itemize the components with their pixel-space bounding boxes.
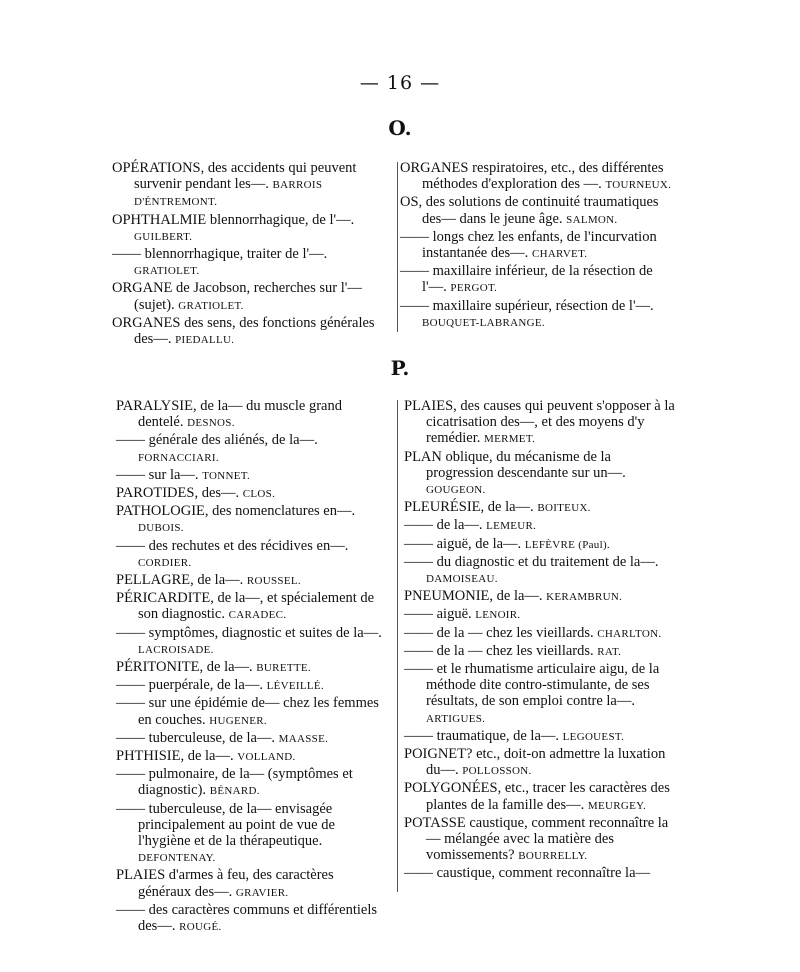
entry-text: , de la—. (480, 499, 534, 516)
entry-author: GOUGEON. (426, 484, 486, 497)
entry-text: générale des aliénés, de la—. (145, 432, 318, 449)
entry-heading: —— (116, 624, 145, 641)
entry-author: KERAMBRUN. (546, 591, 623, 604)
entry-author: VOLLAND. (237, 751, 296, 764)
entry-heading: —— (116, 766, 145, 783)
entry-heading: —— (400, 297, 429, 314)
entry-text: , de la—. (489, 588, 543, 605)
index-entry (112, 315, 390, 348)
entry-text: sur la—. (145, 466, 199, 483)
entry-author: PIEDALLU. (175, 334, 235, 347)
entry-text: , des accidents qui peuvent survenir pendant les—. (134, 160, 357, 193)
entry-author: BOURRELLY. (518, 850, 588, 863)
column-divider-o (397, 162, 398, 332)
entry-heading: OS (400, 194, 419, 211)
entry-heading: PAROTIDES (116, 485, 195, 502)
column-p-left (116, 398, 390, 936)
entry-author: RAT. (597, 645, 622, 658)
entry-heading: —— (400, 228, 429, 245)
entry-text: , de la— du muscle grand dentelé. (138, 398, 342, 431)
entry-heading: PLAIES (116, 867, 166, 884)
index-entry (116, 730, 390, 747)
entry-heading: —— (404, 642, 433, 659)
entry-heading: ORGANE (112, 280, 173, 297)
entry-heading: PHTHISIE (116, 748, 181, 765)
entry-heading: ORGANES (400, 160, 469, 176)
column-p-right (404, 398, 680, 884)
entry-heading: POTASSE (404, 814, 466, 831)
section-letter-o: O. (388, 116, 412, 140)
entry-text: des caractères communs et différentiels des—. (138, 901, 378, 935)
entry-text: , des—. (194, 485, 240, 502)
entry-text: de la — chez les vieillards. (433, 642, 594, 659)
entry-heading: —— (116, 537, 145, 554)
entry-heading: PÉRICARDITE (116, 590, 211, 607)
index-entry (116, 677, 390, 694)
entry-text: de la—. (433, 517, 483, 534)
index-entry (116, 748, 390, 765)
entry-author: LENOIR. (475, 609, 521, 622)
index-entry (116, 590, 390, 623)
entry-author: TOURNEUX. (605, 179, 672, 192)
entry-heading: —— (404, 535, 433, 552)
index-entry (404, 554, 680, 587)
entry-heading: —— (404, 624, 433, 641)
index-entry (404, 449, 680, 499)
entry-heading: POLYGONÉES (404, 780, 498, 797)
entry-heading: —— (116, 729, 145, 746)
entry-author: CHARVET. (531, 248, 588, 261)
entry-heading: —— (404, 517, 433, 534)
index-entry (404, 536, 680, 553)
entry-text: caustique, comment reconnaître la— (433, 865, 651, 882)
index-entry (404, 728, 680, 745)
entry-text: des rechutes et des récidives en—. (145, 537, 349, 554)
index-entry (116, 398, 390, 431)
entry-text: aiguë. (433, 606, 472, 623)
entry-author: ARTIGUES. (426, 712, 486, 725)
entry-text: tuberculeuse, de la— envisagée principalement au point de vue de l'hygiène et de la thérapeutique. (138, 800, 335, 850)
entry-text: symptômes, diagnostic et suites de la—. (145, 624, 382, 641)
entry-author: LEMEUR. (486, 520, 537, 533)
entry-text: des sens, des fonctions générales des—. (134, 314, 375, 348)
entry-author: BÉNARD. (209, 785, 260, 798)
entry-author: BURETTE. (256, 662, 311, 675)
index-entry (116, 572, 390, 589)
column-o-right (400, 160, 680, 332)
entry-author: DUBOIS. (138, 522, 184, 535)
entry-heading: —— (112, 246, 141, 263)
entry-text: de la — chez les vieillards. (433, 624, 594, 641)
entry-heading: —— (404, 865, 433, 882)
entry-author: ROUSSEL. (246, 575, 301, 588)
entry-heading: OPHTHALMIE (112, 211, 207, 228)
entry-text: , etc., tracer les caractères des plantes de la famille des—. (426, 780, 670, 813)
entry-heading: PLAIES (404, 398, 454, 414)
entry-heading: PELLAGRE (116, 572, 191, 589)
entry-heading: ORGANES (112, 314, 181, 331)
entry-author: LACROISADE. (138, 643, 214, 656)
index-entry (116, 485, 390, 502)
entry-text: aiguë, de la—. (433, 535, 522, 552)
entry-text: traumatique, de la—. (433, 727, 560, 744)
entry-text: maxillaire supérieur, résection de l'—. (429, 297, 654, 314)
entry-text: ? etc., doit-on admettre la luxation du—. (426, 746, 666, 779)
entry-heading: —— (404, 553, 433, 570)
entry-text: et le rhumatisme articulaire aigu, de la méthode dite contro-stimulante, de ses résultats, de son emploi contre la—. (426, 661, 660, 710)
entry-author: LEGOUEST. (562, 730, 625, 743)
entry-heading: —— (116, 432, 145, 449)
entry-text: blennorrhagique, traiter de l'—. (141, 246, 328, 263)
entry-text: , de la—. (180, 748, 234, 765)
entry-text: respiratoires, etc., des différentes méthodes d'exploration des —. (422, 160, 664, 193)
entry-author: CORDIER. (138, 556, 192, 569)
index-entry (404, 643, 680, 660)
entry-text: , des nomenclatures en—. (204, 503, 356, 520)
entry-author: SALMON. (566, 213, 618, 226)
entry-author: DAMOISEAU. (426, 573, 498, 586)
entry-author: LEFÈVRE (Paul). (524, 538, 610, 551)
entry-author: CARADEC. (228, 609, 287, 622)
index-entry (116, 801, 390, 867)
entry-heading: —— (116, 466, 145, 483)
index-entry (116, 503, 390, 536)
entry-text: caustique, comment reconnaître la— mélangée avec la matière des vomissements? (426, 814, 669, 864)
index-entry (400, 263, 680, 296)
entry-heading: PÉRITONITE (116, 659, 200, 676)
index-entry (112, 246, 390, 279)
entry-heading: OPÉRATIONS (112, 160, 201, 176)
index-entry (400, 194, 680, 227)
entry-author: ROUGÉ. (179, 921, 222, 934)
entry-heading: —— (404, 606, 433, 623)
index-entry (404, 499, 680, 516)
entry-author: DESNOS. (187, 417, 235, 430)
index-entry (404, 661, 680, 727)
index-entry (116, 695, 390, 728)
section-letter-p: P. (390, 356, 410, 380)
entry-heading: —— (404, 661, 433, 678)
entry-author: MEURGEY. (587, 799, 646, 812)
entry-text: , de la—. (199, 659, 253, 676)
entry-author: BARROIS D'ÉNTREMONT. (134, 179, 323, 209)
index-entry (404, 865, 680, 882)
index-entry (116, 625, 390, 658)
index-entry (400, 160, 680, 193)
entry-text: oblique, du mécanisme de la progression descendante sur un—. (426, 448, 626, 481)
index-entry (116, 538, 390, 571)
entry-heading: —— (116, 800, 145, 817)
entry-text: , de la—, et spécialement de son diagnostic. (138, 590, 375, 623)
index-entry (116, 902, 390, 935)
entry-text: maxillaire inférieur, de la résection de l'—. (422, 263, 653, 296)
page-number: — 16 — (359, 72, 441, 94)
entry-text: , de la—. (190, 572, 244, 589)
entry-heading: PLEURÉSIE (404, 499, 481, 516)
entry-author: MAASSE. (278, 732, 329, 745)
entry-heading: POIGNET (404, 746, 467, 763)
entry-heading: —— (116, 695, 145, 712)
entry-author: POLLOSSON. (462, 765, 532, 778)
index-entry (116, 766, 390, 799)
index-entry (112, 212, 390, 245)
index-entry (404, 625, 680, 642)
index-entry (112, 160, 390, 211)
entry-heading: PLAN (404, 448, 442, 465)
index-entry (404, 606, 680, 623)
entry-author: GRATIOLET. (178, 299, 244, 312)
entry-heading: —— (404, 727, 433, 744)
entry-text: pulmonaire, de la— (symptômes et diagnostic). (138, 766, 353, 799)
index-entry (116, 467, 390, 484)
index-entry (116, 432, 390, 465)
index-entry (116, 659, 390, 676)
index-entry (404, 588, 680, 605)
entry-heading: PARALYSIE (116, 398, 193, 414)
entry-text: de Jacobson, recherches sur l'—(sujet). (134, 280, 362, 313)
entry-text: du diagnostic et du traitement de la—. (433, 553, 659, 570)
entry-text: , des causes qui peuvent s'opposer à la cicatrisation des—, et des moyens d'y remédier. (426, 398, 675, 447)
entry-author: GRAVIER. (235, 886, 289, 899)
column-o-left (112, 160, 390, 349)
index-entry (404, 780, 680, 813)
entry-author: GRATIOLET. (134, 265, 200, 278)
entry-text: , des solutions de continuité traumatiques des— dans le jeune âge. (418, 194, 659, 227)
entry-author: CLOS. (242, 488, 276, 501)
entry-heading: —— (116, 677, 145, 694)
entry-author: FORNACCIARI. (138, 451, 219, 464)
index-entry (400, 298, 680, 331)
entry-author: BOITEUX. (537, 502, 591, 515)
entry-author: HUGENER. (209, 714, 267, 727)
entry-text: puerpérale, de la—. (145, 677, 263, 694)
entry-author: GUILBERT. (134, 230, 193, 243)
index-entry (112, 280, 390, 313)
entry-heading: —— (116, 901, 145, 918)
entry-author: BOUQUET-LABRANGE. (422, 316, 545, 329)
entry-author: LÉVEILLÉ. (266, 680, 324, 693)
entry-text: tuberculeuse, de la—. (145, 729, 276, 746)
entry-author: PERGOT. (450, 282, 498, 295)
entry-author: DEFONTENAY. (138, 852, 216, 865)
column-divider-p (397, 400, 398, 892)
entry-text: d'armes à feu, des caractères généraux des—. (138, 867, 334, 900)
entry-heading: PATHOLOGIE (116, 503, 205, 520)
entry-text: blennorrhagique, de l'—. (206, 211, 355, 228)
index-entry (404, 815, 680, 865)
entry-heading: PNEUMONIE (404, 588, 490, 605)
index-entry (400, 229, 680, 262)
entry-text: longs chez les enfants, de l'incurvation instantanée des—. (422, 228, 657, 262)
entry-heading: —— (400, 263, 429, 280)
entry-text: sur une épidémie de— chez les femmes en couches. (138, 695, 379, 728)
entry-author: CHARLTON. (597, 627, 662, 640)
index-entry (404, 746, 680, 779)
entry-author: MERMET. (483, 433, 536, 446)
entry-author: TONNET. (202, 469, 251, 482)
index-entry (404, 517, 680, 534)
index-entry (116, 867, 390, 900)
index-entry (404, 398, 680, 448)
